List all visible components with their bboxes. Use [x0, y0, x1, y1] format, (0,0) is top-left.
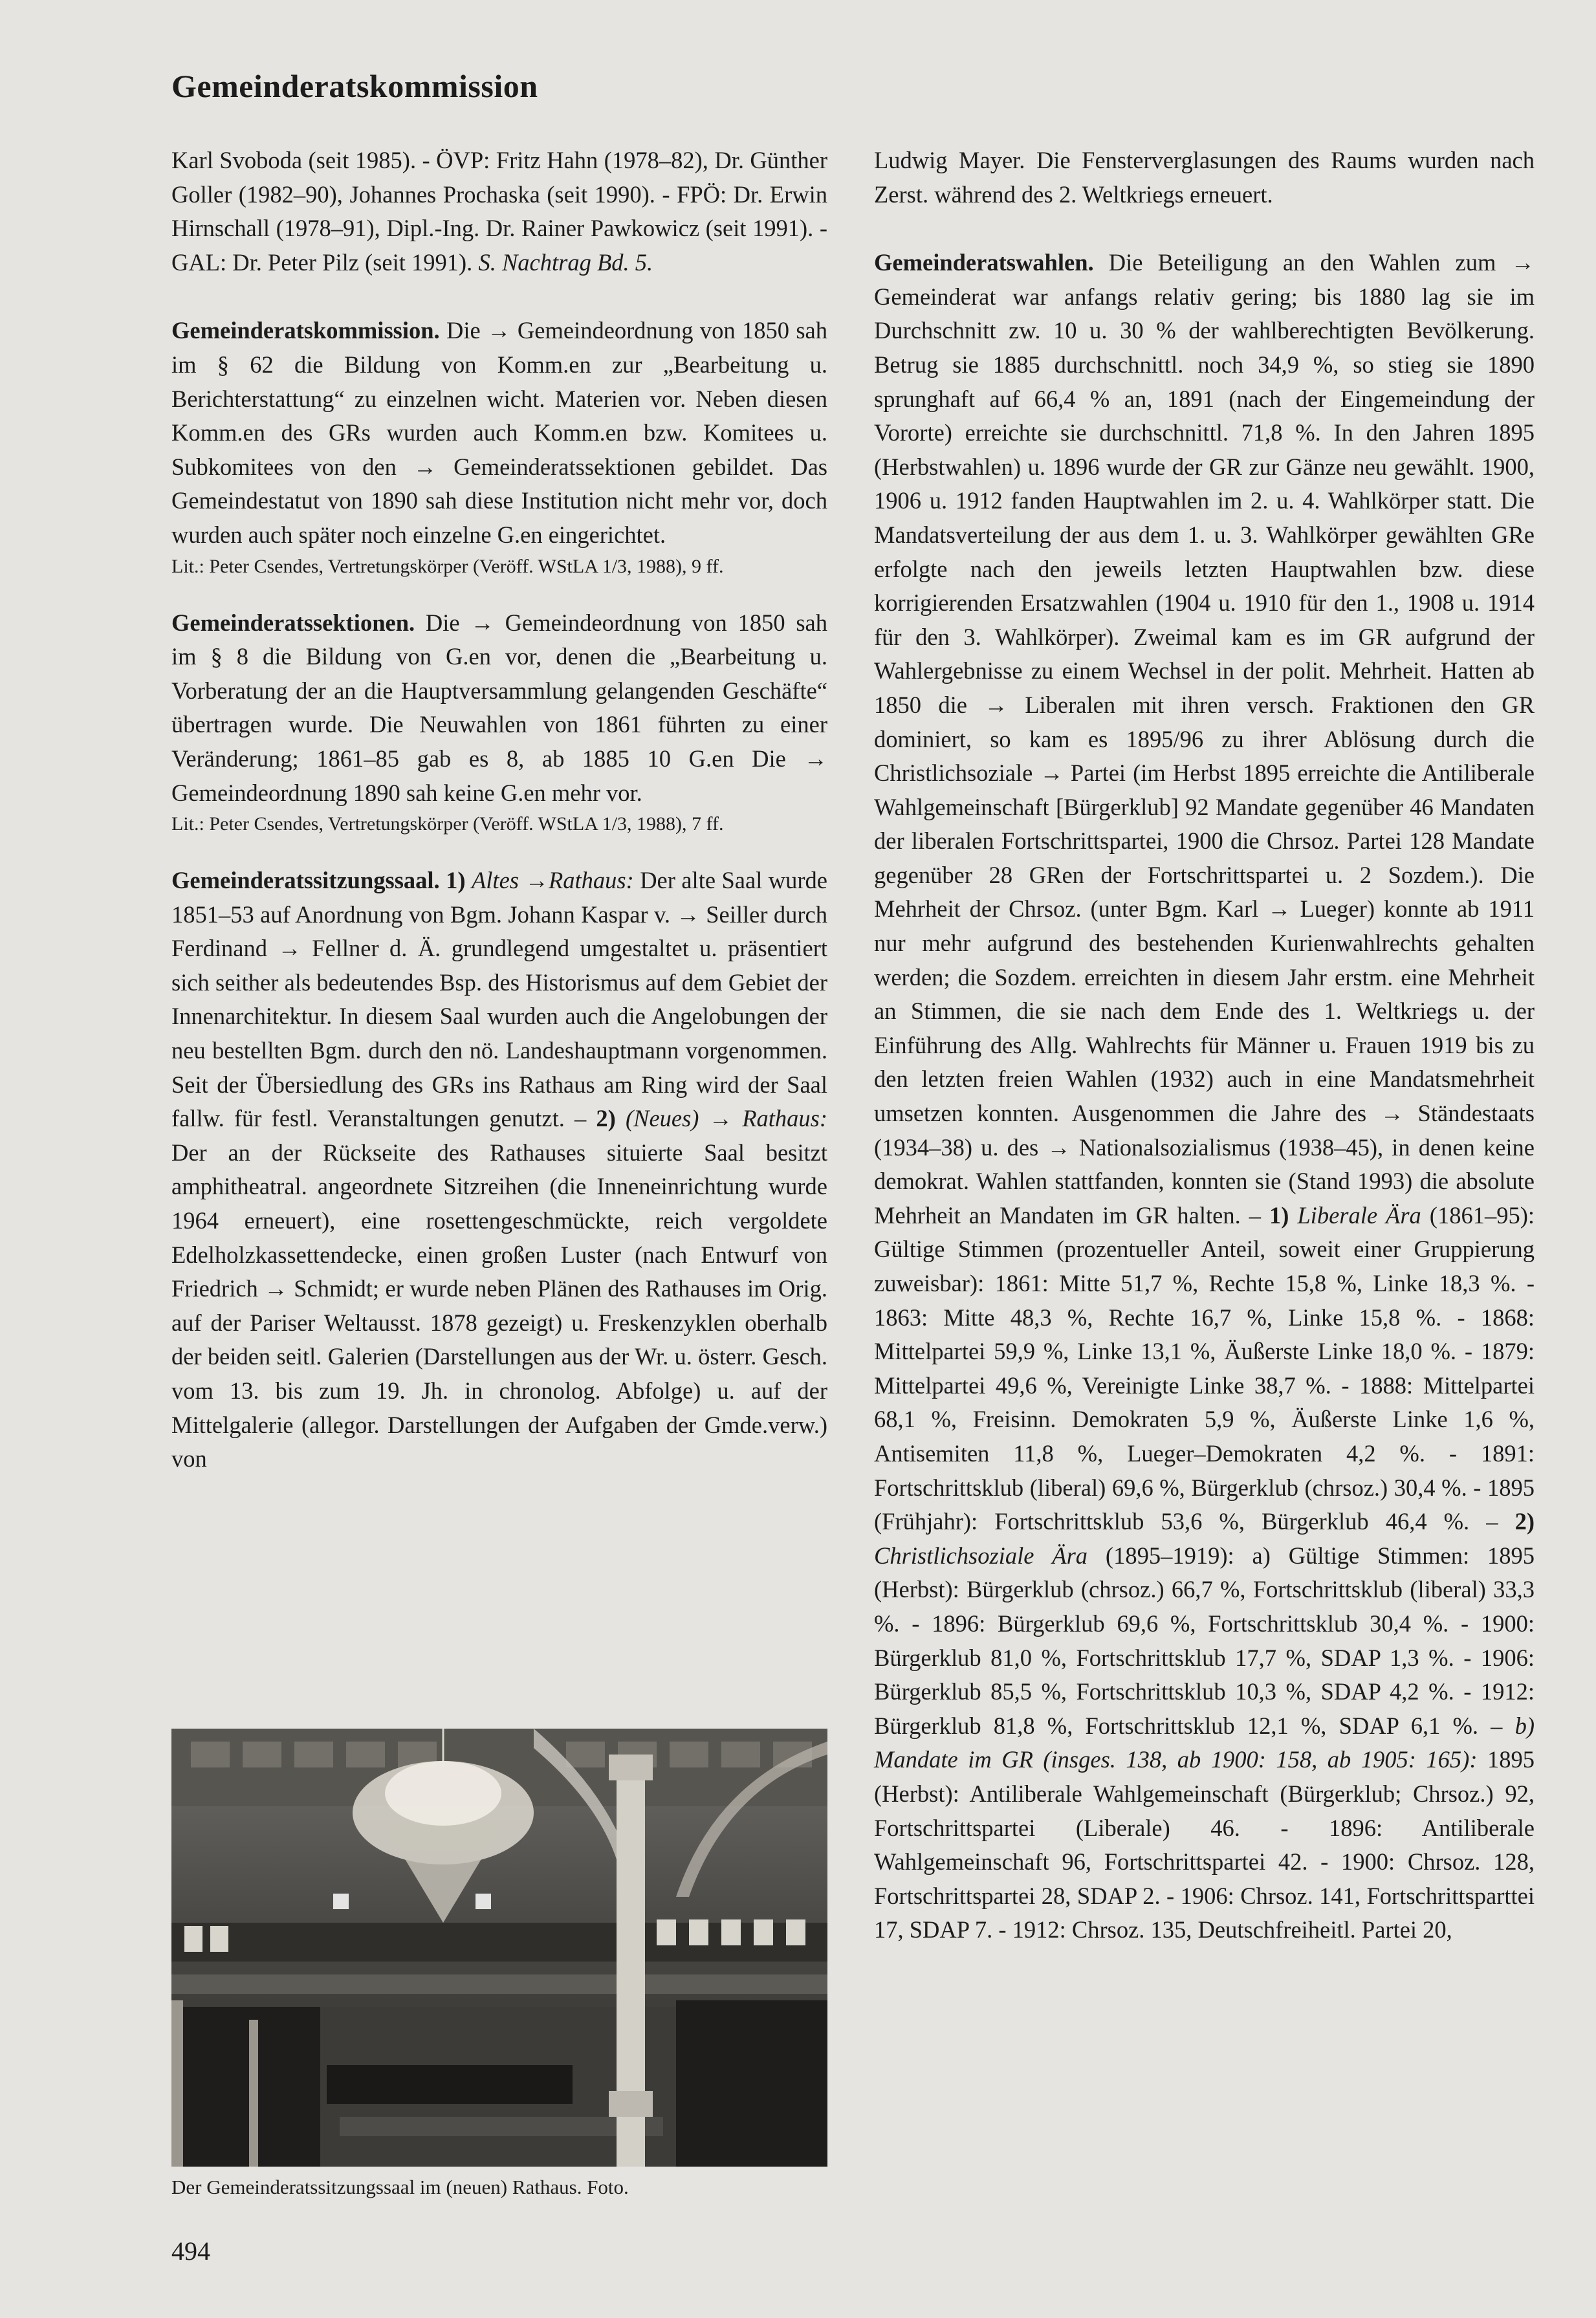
photo-council-chamber [171, 1729, 827, 2167]
left-column [171, 144, 827, 1476]
carryover-paragraph: Ludwig Mayer. Die Fensterverglasungen des Raums wurden nach Zerst. während des 2. Weltkriegs erneuert. [874, 147, 1535, 208]
section-number: 2) [586, 1105, 626, 1132]
headword: Gemeinderatssektionen. [171, 609, 415, 636]
photo-illustration [171, 1729, 827, 2167]
entry-text: 1895 (Herbst): Antiliberale Wahlgemeinschaft (Bürgerklub; Chrsoz.) 92, Fortschrittspartei (Liberale) 46. - 1896: Antiliberale Wahlgemeinschaft 96, Fortschrittspartei 42. - 1900: Chrsoz. 128, Fortschrittspartei 28, SDAP 2. - 1906: Chrsoz. 141, Fortschrittsparttei 17, SDAP 7. - 1912: Chrsoz. 135, Deutschfreiheitl. Partei 20, [874, 1746, 1535, 1943]
page-header: Gemeinderatskommission [171, 68, 538, 104]
section-label: b) Mandate im GR (insges. 138, ab 1900: 158, ab 1905: 165): [874, 1712, 1535, 1773]
page-number: 494 [171, 2236, 210, 2266]
entry-gemeinderatssektionen [171, 606, 827, 811]
entry-text: Die → Gemeindeordnung von 1850 sah im § 8 die Bildung von G.en vor, denen die „Bearbeitung u. Vorberatung der an die Hauptversammlung gelangenden Geschäfte“ übertragen wurde. Die Neuwahlen von 1861 führten zu einer Veränderung; 1861–85 gab es 8, ab 1885 10 G.en Die → Gemeindeordnung 1890 sah keine G.en mehr vor. [171, 609, 827, 806]
carryover-reference: S. Nachtrag Bd. 5. [478, 248, 653, 276]
section-number: 1) [439, 867, 472, 894]
entry-text: Der alte Saal wurde 1851–53 auf Anordnung von Bgm. Johann Kaspar v. → Seiller durch Ferdinand → Fellner d. Ä. grundlegend umgestaltet u. präsentiert sich seither als bedeutendes Bsp. des Historismus auf dem Gebiet der Innenarchitektur. In diesem Saal wurden auch die Angelobungen der neu bestellten Bgm. durch den nö. Landeshauptmann vorgenommen. Seit der Übersiedlung des GRs ins Rathaus am Ring wird der Saal fallw. für festl. Veranstaltungen genutzt. – [171, 867, 828, 1132]
entry-gemeinderatskommission [171, 314, 827, 552]
literature-reference: Lit.: Peter Csendes, Vertretungskörper (Veröff. WStLA 1/3, 1988), 7 ff. [171, 813, 724, 835]
section-number: 2) [1498, 1508, 1535, 1535]
section-label: (Neues) → Rathaus: [625, 1105, 828, 1132]
headword: Gemeinderatswahlen. [874, 249, 1094, 276]
section-label: Christlichsoziale Ära [874, 1542, 1088, 1569]
headword: Gemeinderatskommission. [171, 317, 440, 344]
carryover-paragraph [171, 144, 827, 279]
entry-text: Die → Gemeindeordnung von 1850 sah im § 62 die Bildung von Komm.en zur „Bearbeitung u. Berichterstattung“ zu einzelnen wicht. Materien vor. Neben diesen Komm.en des GRs wurden auch Komm.en bzw. Komitees u. Subkomitees von den → Gemeinderatssektionen gebildet. Das Gemeindestatut von 1890 sah diese Institution nicht mehr vor, doch wurden auch später noch einzelne G.en eingerichtet. [171, 317, 827, 548]
entry-text: (1895–1919): a) Gültige Stimmen: 1895 (Herbst): Bürgerklub (chrsoz.) 66,7 %, Fortschrittsklub (liberal) 33,3 %. - 1896: Bürgerklub 69,6 %, Fortschrittsklub 30,4 %. - 1900: Bürgerklub 81,0 %, Fortschrittsklub 17,7 %, SDAP 1,3 %. - 1906: Bürgerklub 85,5 %, Fortschrittsklub 10,3 %, SDAP 4,2 %. - 1912: Bürgerklub 81,8 %, Fortschrittsklub 12,1 %, SDAP 6,1 %. – [874, 1542, 1535, 1739]
headword: Gemeinderatssitzungssaal. [171, 867, 440, 894]
entry-gemeinderatswahlen [874, 246, 1535, 1947]
section-label: Liberale Ära [1297, 1201, 1421, 1229]
section-label: Altes →Rathaus: [472, 867, 634, 894]
photo-caption: Der Gemeinderatssitzungssaal im (neuen) Rathaus. Foto. [171, 2176, 629, 2198]
literature-reference: Lit.: Peter Csendes, Vertretungskörper (Veröff. WStLA 1/3, 1988), 9 ff. [171, 555, 724, 577]
entry-text: Die Beteiligung an den Wahlen zum → Gemeinderat war anfangs relativ gering; bis 1880 lag sie im Durchschnitt zw. 10 u. 30 % der wahlberechtigten Bevölkerung. Betrug sie 1885 durchschnittl. noch 34,9 %, so stieg sie 1890 sprunghaft auf 66,4 % an, 1891 (nach der Eingemeindung der Vororte) erreichte sie durchschnittl. 71,8 %. In den Jahren 1895 (Herbstwahlen) u. 1896 wurde der GR zur Gänze neu gewählt. 1900, 1906 u. 1912 fanden Hauptwahlen im 2. u. 4. Wahlkörper statt. Die Mandatsverteilung der aus dem 1. u. 3. Wahlkörper gewählten GRe erfolgte nach den jeweils letzten Hauptwahlen bzw. diese korrigierenden Ersatzwahlen (1904 u. 1910 für den 1., 1908 u. 1914 für den 3. Wahlkörper). Zweimal kam es im GR aufgrund der Wahlergebnisse zu einem Wechsel in der polit. Mehrheit. Hatten ab 1850 die → Liberalen mit ihren versch. Fraktionen den GR dominiert, so kam es 1895/96 zu ihrer Ablösung durch die Christlichsoziale → Partei (im Herbst 1895 erreichte die Antiliberale Wahlgemeinschaft [Bürgerklub] 92 Mandate gegenüber 46 Mandaten der liberalen Fortschrittspartei, 1900 die Chrsoz. Partei 128 Mandate gegenüber 28 GRen der Fortschrittspartei u. 2 Sozdem.). Die Mehrheit der Chrsoz. (unter Bgm. Karl → Lueger) konnte ab 1911 nur mehr aufgrund des bestehenden Kurienwahlrechts gehalten werden; die Sozdem. erreichten in diesem Jahr erstm. eine Mehrheit an Stimmen, die sie nach dem Ende des 1. Weltkriegs u. der Einführung des Allg. Wahlrechts für Männer u. Frauen 1919 bis zu den letzten freien Wahlen (1932) auch in eine Mandatsmehrheit umsetzen konnten. Ausgenommen die Jahre des → Ständestaats (1934–38) u. des → Nationalsozialismus (1938–45), in denen keine demokrat. Wahlen stattfanden, konnten sie (Stand 1993) die absolute Mehrheit an Mandaten im GR halten. – [874, 249, 1535, 1229]
entry-text: (1861–95): Gültige Stimmen (prozentueller Anteil, soweit einer Gruppierung zuweisbar): 1861: Mitte 51,7 %, Rechte 15,8 %, Linke 18,3 %. - 1863: Mitte 48,3 %, Rechte 16,7 %, Linke 15,8 %. - 1868: Mittelpartei 59,9 %, Linke 13,1 %, Äußerste Linke 18,0 %. - 1879: Mittelpartei 49,6 %, Vereinigte Linke 38,7 %. - 1888: Mittelpartei 68,1 %, Freisinn. Demokraten 5,9 %, Äußerste Linke 1,6 %, Antisemiten 11,8 %, Lueger–Demokraten 4,2 %. - 1891: Fortschrittsklub (liberal) 69,6 %, Bürgerklub (chrsoz.) 30,4 %. - 1895 (Frühjahr): Fortschrittsklub 53,6 %, Bürgerklub 46,4 %. – [874, 1201, 1535, 1535]
entry-gemeinderatssitzungssaal [171, 864, 827, 1476]
section-number: 1) [1260, 1201, 1298, 1229]
carryover-text: Karl Svoboda (seit 1985). - ÖVP: Fritz Hahn (1978–82), Dr. Günther Goller (1982–90), Johannes Prochaska (seit 1990). - FPÖ: Dr. Erwin Hirnschall (1978–91), Dipl.-Ing. Dr. Rainer Pawkowicz (seit 1991). - GAL: Dr. Peter Pilz (seit 1991). [171, 147, 827, 276]
right-column [874, 144, 1535, 1947]
entry-text: Der an der Rückseite des Rathauses situierte Saal besitzt amphitheatral. angeordnete Sitzreihen (die Inneneinrichtung wurde 1964 erneuert), eine rosettengeschmückte, reich vergoldete Edelholzkassettendecke, einen großen Luster (nach Entwurf von Friedrich → Schmidt; er wurde neben Plänen des Rathauses im Orig. auf der Pariser Weltausst. 1878 gezeigt) u. Freskenzyklen oberhalb der beiden seitl. Galerien (Darstellungen aus der Wr. u. österr. Gesch. vom 13. bis zum 19. Jh. in chronolog. Abfolge) u. auf der Mittelgalerie (allegor. Darstellungen der Aufgaben der Gmde.verw.) von [171, 1139, 827, 1472]
